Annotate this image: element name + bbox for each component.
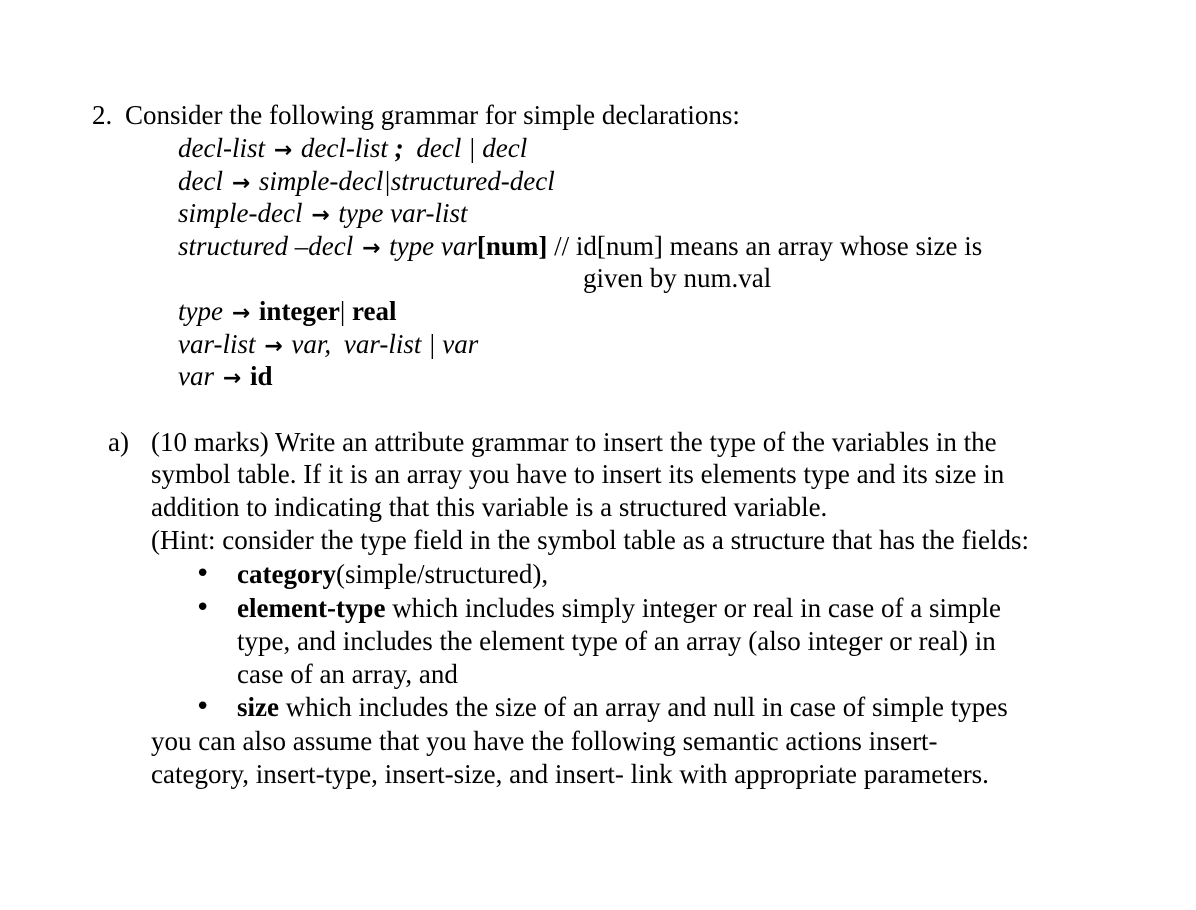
rule-rhs: var-list | var bbox=[343, 329, 479, 359]
right-arrow-icon: → bbox=[264, 334, 283, 359]
bullet-icon: • bbox=[195, 692, 211, 722]
grammar-rule-structured-decl bbox=[178, 230, 982, 265]
part-a-line-2: symbol table. If it is an array you have to insert its elements type and its size in bbox=[151, 459, 1005, 489]
bullet-icon: • bbox=[195, 593, 211, 623]
right-arrow-icon: → bbox=[311, 203, 330, 228]
part-a-hint: (Hint: consider the type field in the symbol table as a structure that has the fields: bbox=[151, 525, 1030, 555]
question-intro: Consider the following grammar for simple declarations: bbox=[125, 100, 740, 130]
grammar-rule-var bbox=[178, 360, 272, 395]
right-arrow-icon: → bbox=[361, 236, 381, 261]
keyword-id: id bbox=[249, 361, 273, 391]
rule-lhs: var bbox=[178, 361, 214, 391]
part-a-line-5: you can also assume that you have the following semantic actions insert- bbox=[151, 726, 938, 756]
rule-comment: // id[num] means an array whose size is bbox=[554, 231, 983, 261]
rule-semicolon: ; bbox=[394, 133, 404, 163]
rule-lhs: decl-list bbox=[178, 133, 265, 163]
rule-lhs: decl bbox=[178, 166, 223, 196]
grammar-rule-simple-decl bbox=[178, 197, 468, 232]
bullet-icon: • bbox=[195, 559, 211, 589]
rule-lhs: structured –decl bbox=[178, 231, 354, 261]
keyword-integer: integer bbox=[258, 296, 340, 326]
part-a-line-3: addition to indicating that this variable is a structured variable. bbox=[151, 492, 828, 522]
right-arrow-icon: → bbox=[222, 366, 242, 391]
field-text: which includes the size of an array and null in case of simple types bbox=[278, 692, 1008, 722]
bullet-element-type-line-2: type, and includes the element type of an array (also integer or real) in bbox=[237, 626, 996, 656]
rule-rhs: decl | decl bbox=[416, 133, 528, 163]
rule-rhs: var, bbox=[291, 329, 332, 359]
field-term: category bbox=[237, 559, 336, 589]
grammar-rule-decl-list bbox=[178, 132, 527, 167]
rule-rhs: decl-list bbox=[300, 133, 388, 163]
bullet-category bbox=[237, 558, 548, 590]
right-arrow-icon: → bbox=[231, 301, 251, 326]
rule-rhs-num: [num] bbox=[476, 231, 548, 261]
rule-rhs: simple-decl|structured-decl bbox=[258, 166, 555, 196]
keyword-real: real bbox=[352, 296, 397, 326]
right-arrow-icon: → bbox=[273, 138, 293, 163]
part-a-label: a) bbox=[108, 427, 129, 457]
rule-rhs: type var bbox=[389, 231, 477, 261]
grammar-rule-var-list bbox=[178, 328, 478, 363]
rule-lhs: type bbox=[178, 296, 223, 326]
bullet-element-type bbox=[237, 592, 1001, 624]
bullet-element-type-line-3: case of an array, and bbox=[237, 659, 458, 689]
rule-lhs: simple-decl bbox=[178, 198, 303, 228]
grammar-rule-type bbox=[178, 295, 397, 330]
part-a-line-6: category, insert-type, insert-size, and insert- link with appropriate parameters. bbox=[151, 759, 989, 789]
rule-comment-continuation: given by num.val bbox=[583, 263, 772, 293]
grammar-rule-decl bbox=[178, 165, 555, 200]
bullet-size bbox=[237, 691, 1008, 723]
field-text: (simple/structured), bbox=[335, 559, 549, 589]
rule-rhs: type var-list bbox=[338, 198, 468, 228]
part-a-line-1: (10 marks) Write an attribute grammar to insert the type of the variables in the bbox=[151, 427, 997, 457]
question-number: 2. bbox=[92, 100, 113, 130]
question-heading bbox=[92, 99, 740, 131]
rule-bar: | bbox=[339, 296, 346, 326]
field-text: which includes simply integer or real in case of a simple bbox=[385, 593, 1002, 623]
right-arrow-icon: → bbox=[231, 171, 251, 196]
field-term: size bbox=[237, 692, 279, 722]
field-term: element-type bbox=[237, 593, 386, 623]
rule-lhs: var-list bbox=[178, 329, 256, 359]
